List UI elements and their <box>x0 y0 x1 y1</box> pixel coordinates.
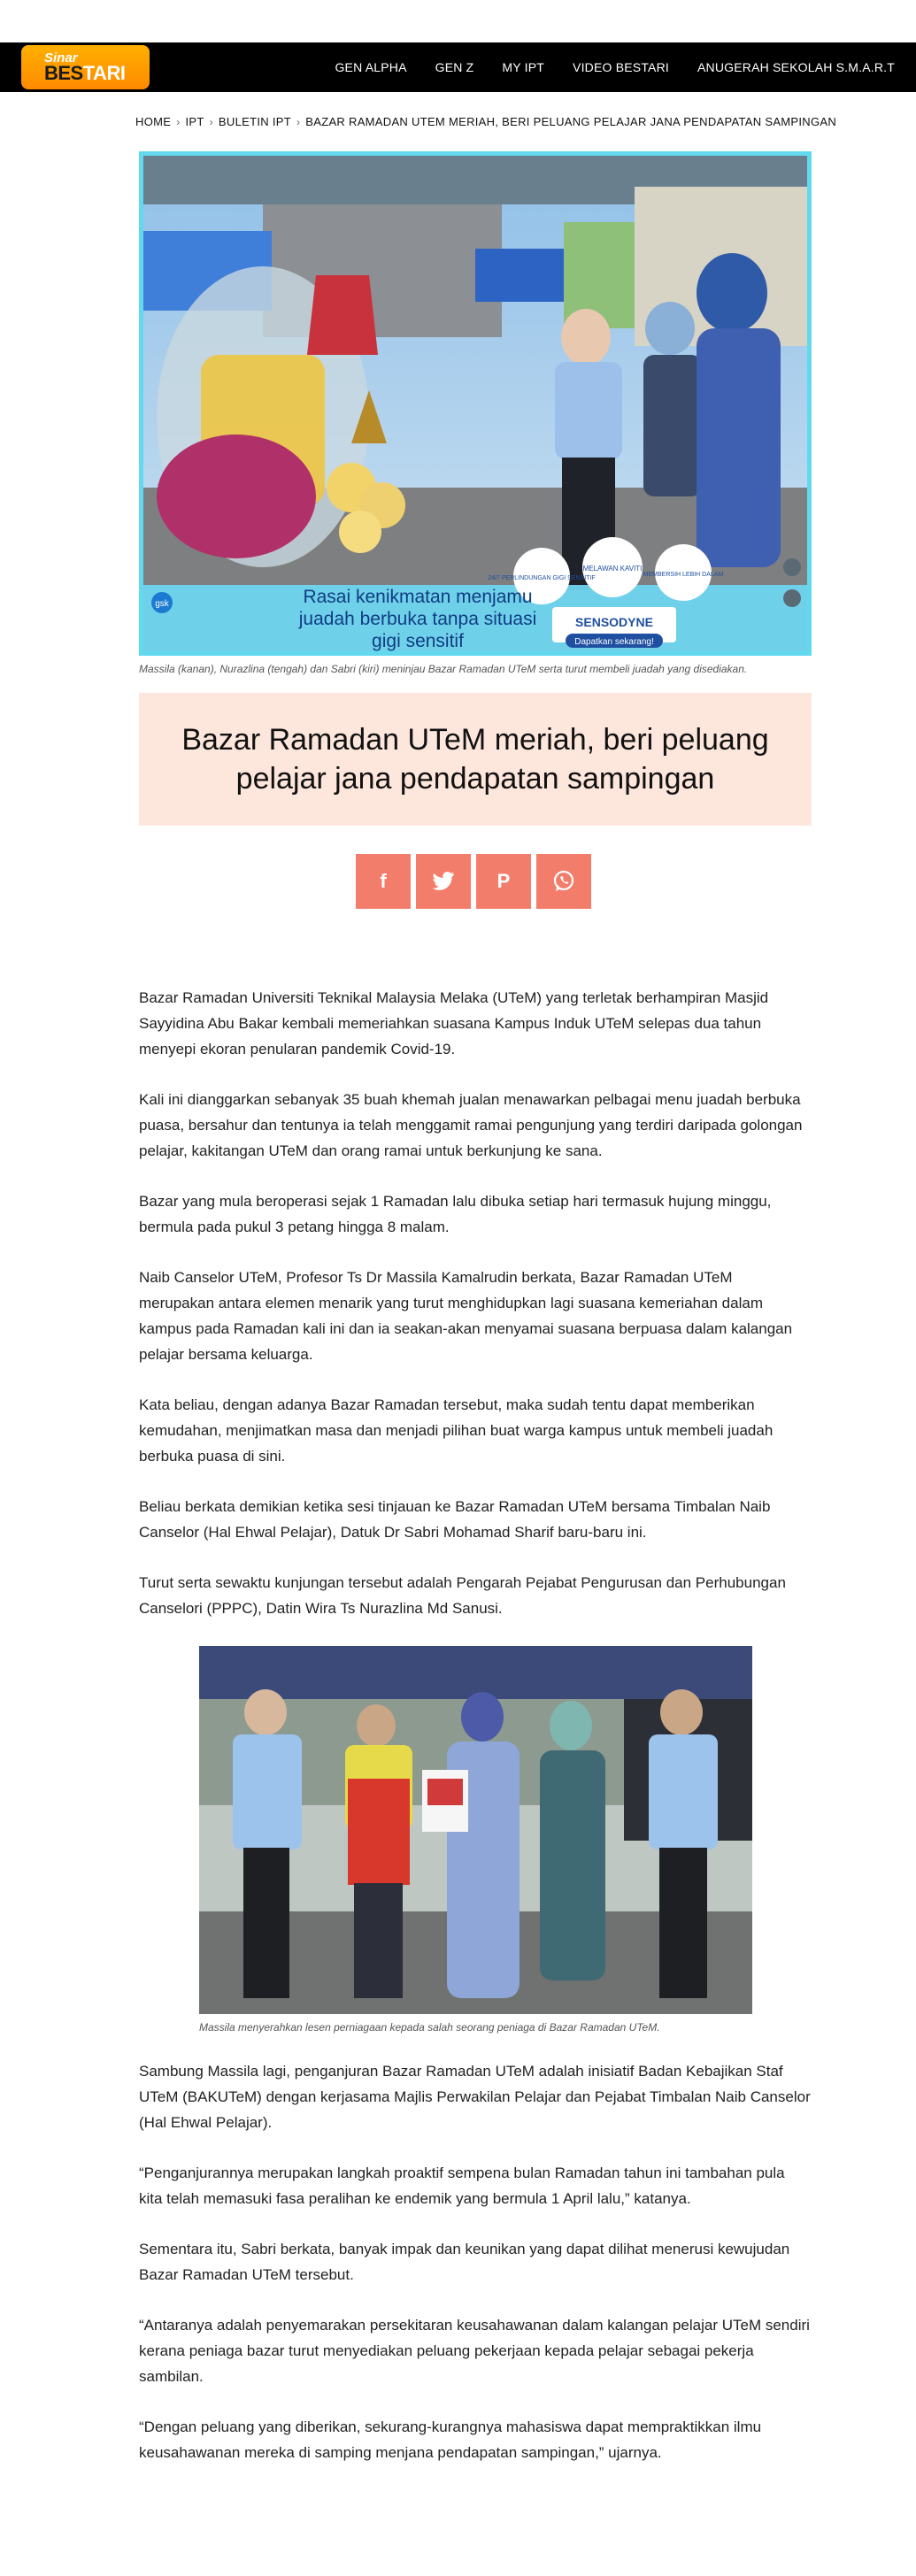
hero-caption: Massila (kanan), Nurazlina (tengah) dan Sabri (kiri) meninjau Bazar Ramadan UTeM serta turut membeli juadah yang disediakan. <box>139 663 748 675</box>
article-photo-drawing <box>199 1646 752 2014</box>
figure-caption: Massila menyerahkan lesen perniagaan kepada salah seorang peniaga di Bazar Ramadan UTeM. <box>199 2021 660 2034</box>
nav-item-gen-z[interactable]: GEN Z <box>435 60 474 74</box>
article-title: Bazar Ramadan UTeM meriah, beri peluang pelajar jana pendapatan sampingan <box>181 723 769 796</box>
breadcrumb-home[interactable]: HOME <box>135 115 172 128</box>
site-logo[interactable] <box>21 45 150 89</box>
article-paragraph: Beliau berkata demikian ketika sesi tinjauan ke Bazar Ramadan UTeM bersama Timbalan Naib Canselor (Hal Ehwal Pelajar), Datuk Dr Sabri Mohamad Sharif baru-baru ini. <box>139 1498 771 1541</box>
breadcrumb <box>135 115 916 128</box>
share-pinterest-button[interactable] <box>476 854 531 909</box>
hero-image <box>139 151 812 656</box>
breadcrumb-separator: › <box>296 115 301 128</box>
article-paragraph: Sambung Massila lagi, penganjuran Bazar Ramadan UTeM adalah inisiatif Badan Kebajikan Staf UTeM (BAKUTeM) dengan kerjasama Majlis Perwakilan Pelajar dan Pejabat Timbalan Naib Canselor (Hal Ehwal Pelajar). <box>139 2063 811 2131</box>
article-title-box <box>139 693 812 826</box>
ad-badge-3: MEMBERSIH LEBIH DALAM <box>643 572 724 578</box>
article-paragraph: Kali ini dianggarkan sebanyak 35 buah khemah jualan menawarkan pelbagai menu juadah berbuka puasa, bersahur dan tentunya ia telah menggamit ramai pengunjung yang terdiri daripada golongan pelajar, kakitangan UTeM dan orang ramai untuk berkunjung ke sana. <box>139 1091 803 1159</box>
pinterest-icon: P <box>496 870 511 892</box>
breadcrumb-separator: › <box>176 115 181 128</box>
article-paragraph: Sementara itu, Sabri berkata, banyak impak dan keunikan yang dapat dilihat menerusi kewujudan Bazar Ramadan UTeM tersebut. <box>139 2241 790 2283</box>
article-figure <box>199 1646 752 2034</box>
article-body-continued <box>139 2058 812 2465</box>
ad-brand: SENSODYNE <box>575 615 653 629</box>
article-paragraph: Bazar Ramadan Universiti Teknikal Malaysia Melaka (UTeM) yang terletak berhampiran Masjid Sayyidina Abu Bakar kembali memeriahkan suasana Kampus Induk UTeM selepas dua tahun menyepi ekoran penularan pandemik Covid-19. <box>139 989 769 1057</box>
logo-part-a: BES <box>44 62 83 84</box>
ad-cta[interactable]: Dapatkan sekarang! <box>574 637 654 647</box>
article-paragraph: “Penganjurannya merupakan langkah proaktif sempena bulan Ramadan tahun ini tambahan pula kita telah memasuki fasa peralihan ke endemik yang bermula 1 April lalu,” katanya. <box>139 2165 785 2207</box>
logo-line2 <box>44 62 150 84</box>
ad-gsk-logo: gsk <box>155 599 169 609</box>
ad-badge-2: MELAWAN KAVITI <box>582 565 643 573</box>
share-facebook-button[interactable] <box>356 854 411 909</box>
logo-line1: Sinar <box>44 50 78 65</box>
article-paragraph: Naib Canselor UTeM, Profesor Ts Dr Massila Kamalrudin berkata, Bazar Ramadan UTeM merupakan antara elemen menarik yang turut menghidupkan lagi suasana kemeriahan dalam kampus pada Ramadan kali ini dan ia seakan-akan menyamai suasana berpuasa dalam kalangan pelajar bersama keluarga. <box>139 1269 793 1363</box>
hero-photo <box>139 151 812 656</box>
article-body <box>139 985 812 1621</box>
ad-line3: gigi sensitif <box>372 631 464 651</box>
article-paragraph: Turut serta sewaktu kunjungan tersebut adalah Pengarah Pejabat Pengurusan dan Perhubungan Canselori (PPPC), Datin Wira Ts Nurazlina Md Sanusi. <box>139 1574 786 1617</box>
main-navbar <box>0 42 916 92</box>
nav-item-gen-alpha[interactable]: GEN ALPHA <box>335 60 407 74</box>
share-twitter-button[interactable] <box>416 854 471 909</box>
nav-item-my-ipt[interactable]: MY IPT <box>502 60 545 74</box>
article-paragraph: Kata beliau, dengan adanya Bazar Ramadan tersebut, maka sudah tentu dapat memberikan kemudahan, menjimatkan masa dan menjadi pilihan buat warga kampus untuk membeli juadah berbuka puasa di sini. <box>139 1396 774 1465</box>
article-paragraph: “Antaranya adalah penyemarakan persekitaran keusahawanan dalam kalangan pelajar UTeM sendiri kerana peniaga bazar turut menyediakan peluang pekerjaan kepada pelajar sebagai pekerja sambilan. <box>139 2317 810 2385</box>
share-buttons <box>356 854 916 909</box>
breadcrumb-ipt[interactable]: IPT <box>185 115 204 128</box>
ad-line2: juadah berbuka tanpa situasi <box>298 609 537 629</box>
article-paragraph: “Dengan peluang yang diberikan, sekurang-kurangnya mahasiswa dapat mempraktikkan ilmu keusahawanan mereka di samping menjana pendapatan sampingan,” ujarnya. <box>139 2418 762 2461</box>
article-paragraph: Bazar yang mula beroperasi sejak 1 Ramadan lalu dibuka setiap hari termasuk hujung minggu, bermula pada pukul 3 petang hingga 8 malam. <box>139 1193 772 1235</box>
top-spacer <box>0 0 916 42</box>
ad-line1: Rasai kenikmatan menjamu <box>303 587 533 607</box>
whatsapp-icon <box>552 870 575 893</box>
nav-item-anugerah-sekolah[interactable]: ANUGERAH SEKOLAH S.M.A.R.T <box>697 60 895 74</box>
share-whatsapp-button[interactable] <box>536 854 591 909</box>
ad-badge-1: 24/7 PERLINDUNGAN GIGI SENSITIF <box>488 575 596 581</box>
twitter-icon <box>432 872 455 891</box>
logo-part-b: TARI <box>82 62 126 84</box>
nav-item-video-bestari[interactable]: VIDEO BESTARI <box>573 60 669 74</box>
breadcrumb-separator: › <box>209 115 213 128</box>
article-photo <box>199 1646 752 2014</box>
breadcrumb-buletin-ipt[interactable]: BULETIN IPT <box>218 115 291 128</box>
facebook-icon: f <box>380 870 387 892</box>
nav-menu <box>335 60 895 74</box>
breadcrumb-current: BAZAR RAMADAN UTEM MERIAH, BERI PELUANG PELAJAR JANA PENDAPATAN SAMPINGAN <box>305 115 837 128</box>
